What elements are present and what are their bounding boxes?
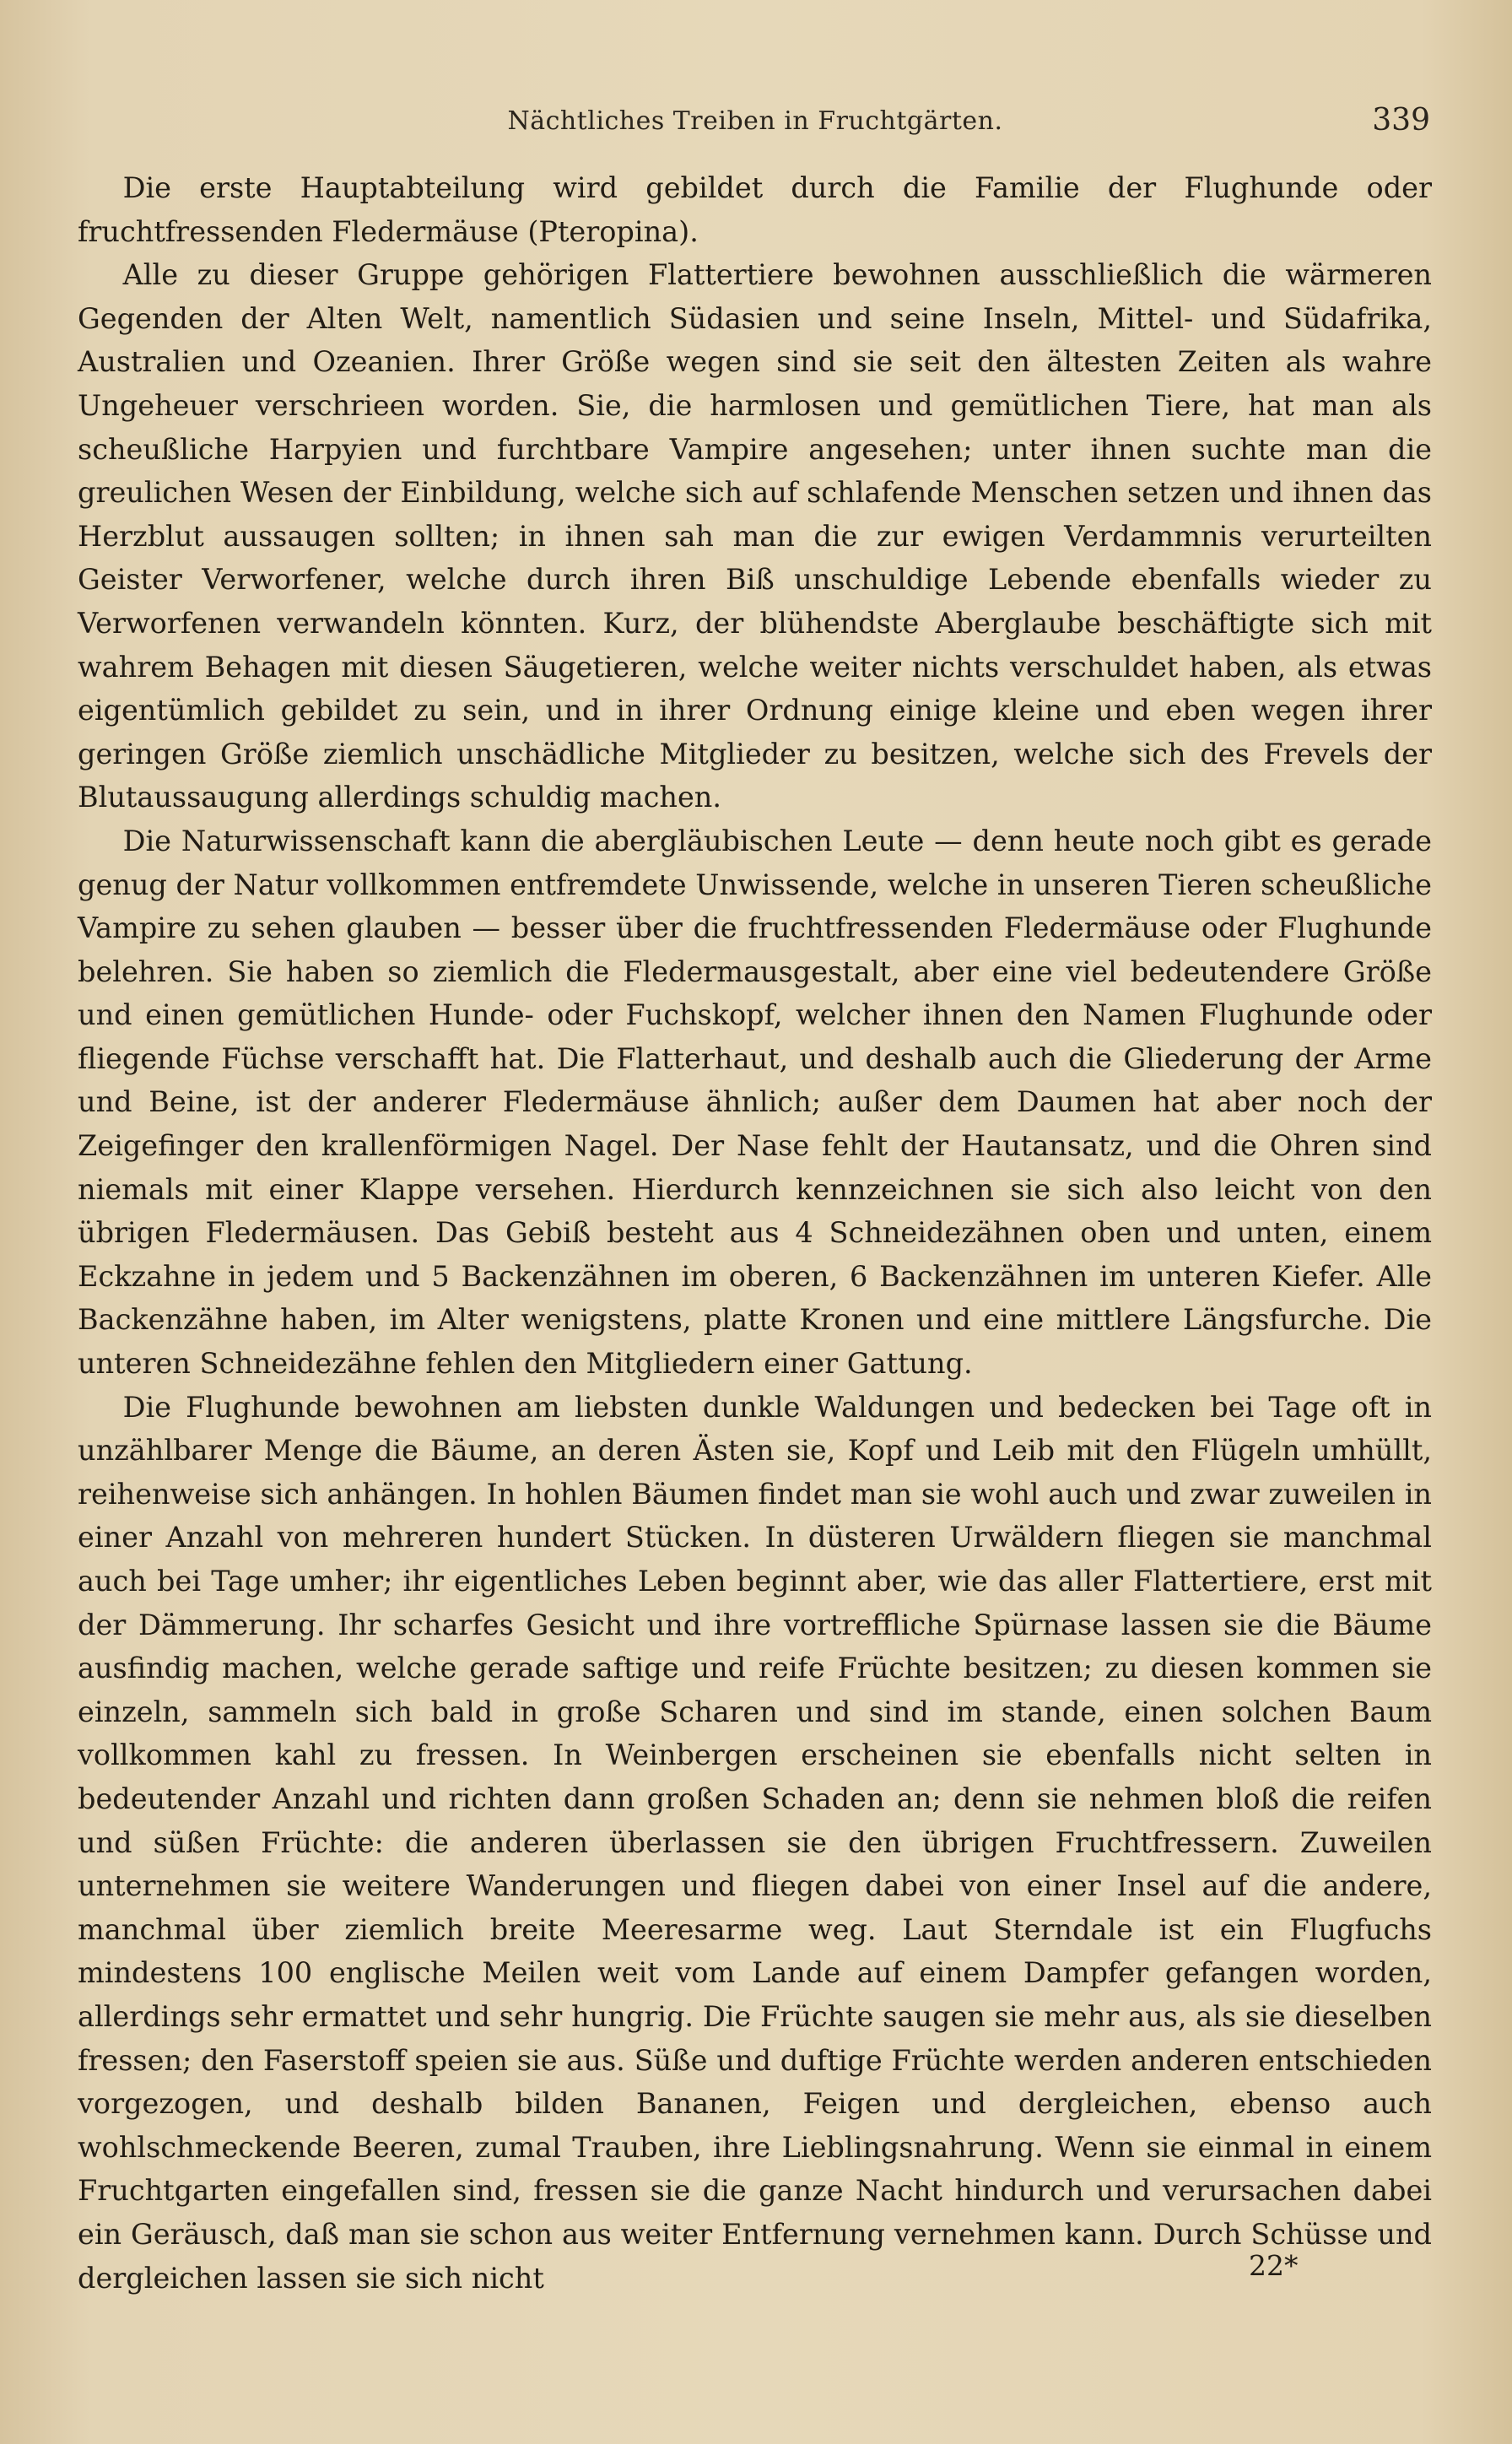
paragraph-intro: Die erste Hauptabteilung wird gebildet durch die Familie der Flughunde oder fruchtfressenden Fledermäuse (Pteropina). xyxy=(78,171,1432,248)
signature-mark: 22* xyxy=(1249,2249,1299,2282)
body-text xyxy=(78,166,1432,2300)
page-number: 339 xyxy=(1372,103,1430,138)
page-header xyxy=(80,100,1430,150)
paragraph-behavior: Die Flughunde bewohnen am liebsten dunkle Waldungen und bedecken bei Tage oft in unzählbarer Menge die Bäume, an deren Ästen sie, Kopf und Leib mit den Flügeln umhüllt, reihenweise sich anhängen. In hohlen Bäumen findet man sie wohl auch und zwar zuweilen in einer Anzahl von mehreren hundert Stücken. In düsteren Urwäldern fliegen sie manchmal auch bei Tage umher; ihr eigentliches Leben beginnt aber, wie das aller Flattertiere, erst mit der Dämmerung. Ihr scharfes Gesicht und ihre vortreffliche Spürnase lassen sie die Bäume ausfindig machen, welche gerade saftige und reife Früchte besitzen; zu diesen kommen sie einzeln, sammeln sich bald in große Scharen und sind im stande, einen solchen Baum vollkommen kahl zu fressen. In Weinbergen erscheinen sie ebenfalls nicht selten in bedeutender Anzahl und richten dann großen Schaden an; denn sie nehmen bloß die reifen und süßen Früchte: die anderen überlassen sie den übrigen Fruchtfressern. Zuweilen unternehmen sie weitere Wanderungen und fliegen dabei von einer Insel auf die andere, manchmal über ziemlich breite Meeresarme weg. Laut Sterndale ist ein Flugfuchs mindestens 100 englische Meilen weit vom Lande auf einem Dampfer gefangen worden, allerdings sehr ermattet und sehr hungrig. Die Früchte saugen sie mehr aus, als sie dieselben fressen; den Faserstoff speien sie aus. Süße und duftige Früchte werden anderen entschieden vorgezogen, und deshalb bilden Bananen, Feigen und dergleichen, ebenso auch wohlschmeckende Beeren, zumal Trauben, ihre Lieblingsnahrung. Wenn sie einmal in einem Fruchtgarten eingefallen sind, fressen sie die ganze Nacht hindurch und verursachen dabei ein Geräusch, daß man sie schon aus weiter Entfernung vernehmen kann. Durch Schüsse und dergleichen lassen sie sich nicht xyxy=(78,1390,1432,2295)
running-title: Nächtliches Treiben in Fruchtgärten. xyxy=(507,106,1003,136)
paragraph-anatomy: Die Naturwissenschaft kann die abergläubischen Leute — denn heute noch gibt es gerade genug der Natur vollkommen entfremdete Unwissende, welche in unseren Tieren scheußliche Vampire zu sehen glauben — besser über die fruchtfressenden Fledermäuse oder Flughunde belehren. Sie haben so ziemlich die Fledermausgestalt, aber eine viel bedeutendere Größe und einen gemütlichen Hunde- oder Fuchskopf, welcher ihnen den Namen Flughunde oder fliegende Füchse verschafft hat. Die Flatterhaut, und deshalb auch die Gliederung der Arme und Beine, ist der anderer Fledermäuse ähnlich; außer dem Daumen hat aber noch der Zeigefinger den krallenförmigen Nagel. Der Nase fehlt der Hautansatz, und die Ohren sind niemals mit einer Klappe versehen. Hierdurch kennzeichnen sie sich also leicht von den übrigen Fledermäusen. Das Gebiß besteht aus 4 Schneidezähnen oben und unten, einem Eckzahne in jedem und 5 Backenzähnen im oberen, 6 Backenzähnen im unteren Kiefer. Alle Backenzähne haben, im Alter wenigstens, platte Kronen und eine mittlere Längsfurche. Die unteren Schneidezähne fehlen den Mitgliedern einer Gattung. xyxy=(78,824,1432,1381)
paragraph-distribution: Alle zu dieser Gruppe gehörigen Flattertiere bewohnen ausschließlich die wärmeren Gegenden der Alten Welt, namentlich Südasien und seine Inseln, Mittel- und Südafrika, Australien und Ozeanien. Ihrer Größe wegen sind sie seit den ältesten Zeiten als wahre Ungeheuer verschrieen worden. Sie, die harmlosen und gemütlichen Tiere, hat man als scheußliche Harpyien und furchtbare Vampire angesehen; unter ihnen suchte man die greulichen Wesen der Einbildung, welche sich auf schlafende Menschen setzen und ihnen das Herzblut aussaugen sollten; in ihnen sah man die zur ewigen Verdammnis verurteilten Geister Verworfener, welche durch ihren Biß unschuldige Lebende ebenfalls wieder zu Verworfenen verwandeln könnten. Kurz, der blühendste Aberglaube beschäftigte sich mit wahrem Behagen mit diesen Säugetieren, welche weiter nichts verschuldet haben, als etwas eigentümlich gebildet zu sein, und in ihrer Ordnung einige kleine und eben wegen ihrer geringen Größe ziemlich unschädliche Mitglieder zu besitzen, welche sich des Frevels der Blutaussaugung allerdings schuldig machen. xyxy=(78,258,1432,814)
